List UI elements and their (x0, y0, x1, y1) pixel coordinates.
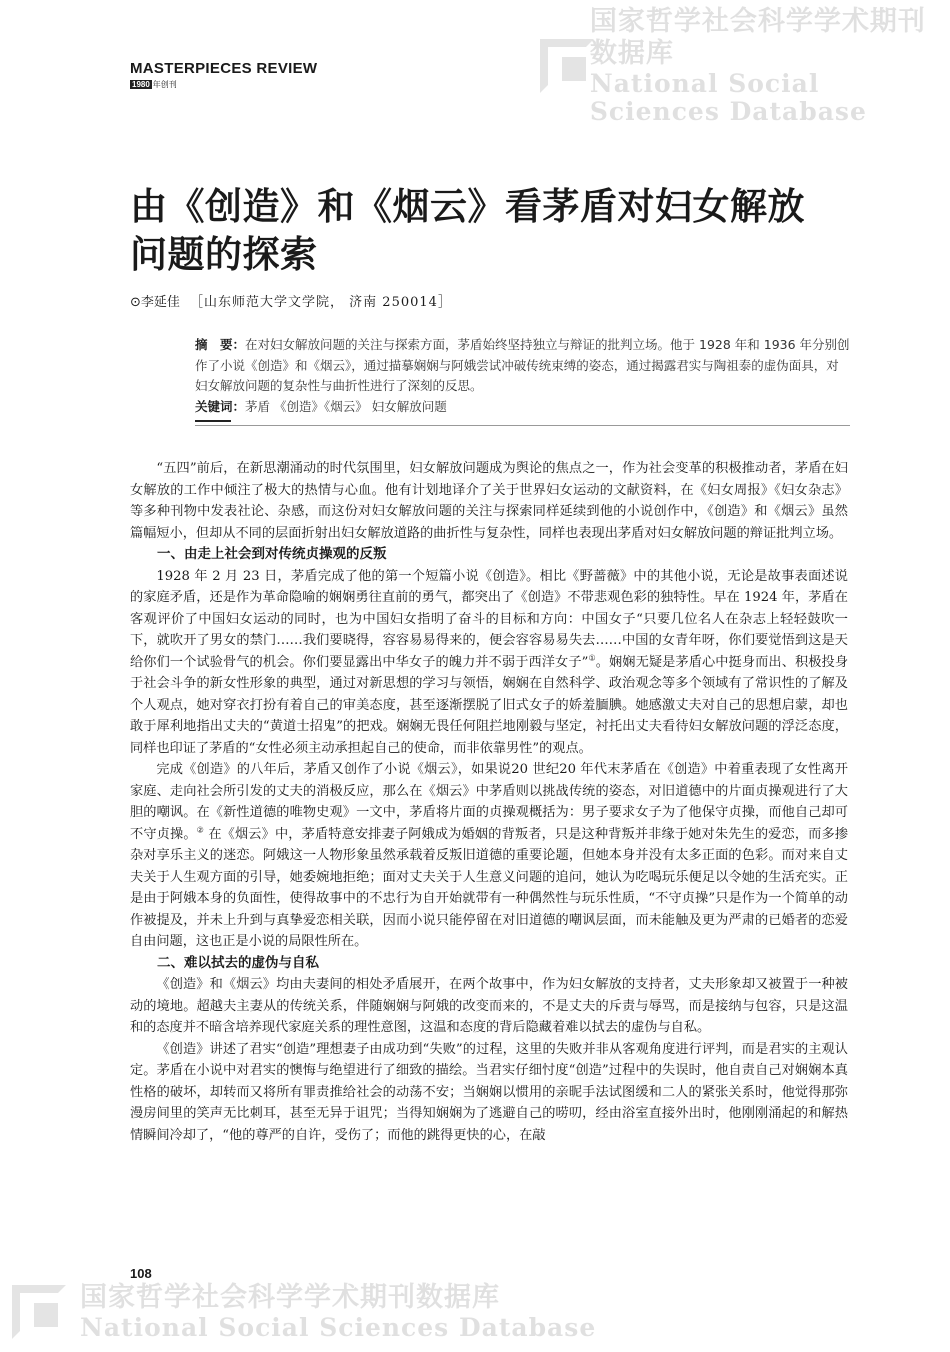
journal-founded (130, 79, 317, 90)
watermark-bottom (12, 1282, 596, 1342)
paragraph: 1928 年 2 月 23 日，茅盾完成了他的第一个短篇小说《创造》。相比《野蔷薇》中的其他小说，无论是故事表面述说的家庭矛盾，还是作为革命隐喻的娴娴勇往直前的勇气，都突出了《创造》不带悲观色彩的独特性。早在 1924 年，茅盾在客观评价了中国妇女运动的同时，也为中国妇女指明了奋斗的目标和方向：中国女子“只要几位名人在杂志上轻轻鼓吹一下，就吹开了男女的禁门……我们要晓得，容容易易得来的，便会容容易易失去……中国的女青年呀，你们要觉悟到这是天给你们一个试验骨气的机会。你们要显露出中华女子的魄力并不弱于西洋女子”①。娴娴无疑是茅盾心中挺身而出、积极投身于社会斗争的新女性形象的典型，通过对新思想的学习与领悟，娴娴在自然科学、政治观念等多个领域有了常识性的了解及个人观点，她对穿衣打扮有着自己的审美态度，甚至逐渐摆脱了旧式女子的娇羞腼腆。她感激丈夫对自己的思想启蒙，却也敢于犀利地指出丈夫的“黄道士招鬼”的把戏。娴娴无畏任何阻拦地刚毅与坚定，衬托出丈夫看待妇女解放问题的浮泛态度，同样也印证了茅盾的“女性必须主动承担起自己的使命，而非依靠男性”的观点。 (130, 568, 849, 756)
paragraph: 《创造》讲述了君实“创造”理想妻子由成功到“失败”的过程，这里的失败并非从客观角度进行评判，而是君实的主观认定。茅盾在小说中对君实的懊悔与绝望进行了细致的描绘。当君实仔细忖度“创造”过程中的失误时，他自责自己对娴娴本真性格的破坏，却转而又将所有罪责推给社会的动荡不安；当娴娴以惯用的亲昵手法试图缓和二人的紧张关系时，他觉得那弥漫房间里的笑声无比刺耳，甚至无异于诅咒；当得知娴娴为了逃避自己的唠叨，经由浴室直接外出时，他刚刚涌起的和解热情瞬间冷却了，“他的尊严的自许，受伤了；而他的跳得更快的心，在敲 (130, 1041, 848, 1143)
abstract-block (195, 335, 850, 417)
title-line-2: 问题的探索 (130, 233, 318, 276)
author-name: ⊙李延佳 (130, 295, 180, 310)
journal-header (130, 60, 317, 90)
keywords-text: 茅盾 《创造》《烟云》 妇女解放问题 (245, 398, 447, 414)
abstract-text: 在对妇女解放问题的关注与探索方面，茅盾始终坚持独立与辩证的批判立场。他于 1928 年和 1936 年分别创作了小说《创造》和《烟云》，通过描摹娴娴与阿娥尝试冲破传统束缚的姿态，通过揭露君实与陶祖泰的虚伪面具，对妇女解放问题的复杂性与曲折性进行了深刻的反思。 (195, 337, 850, 393)
author-line (130, 291, 452, 310)
keywords (195, 397, 850, 418)
keywords-label: 关键词： (195, 398, 246, 414)
watermark-cn: 国家哲学社会科学学术期刊数据库 (80, 1282, 500, 1313)
watermark-top (540, 6, 950, 126)
database-logo-icon (12, 1285, 72, 1339)
title-line-1: 由《创造》和《烟云》看茅盾对妇女解放 (130, 185, 805, 228)
paragraph: “五四”前后，在新思潮涌动的时代氛围里，妇女解放问题成为舆论的焦点之一，作为社会变革的积极推动者，茅盾在妇女解放的工作中倾注了极大的热情与心血。他有计划地译介了关于世界妇女运动的文献资料，在《妇女周报》《妇女杂志》等多种刊物中发表社论、杂感，而这份对妇女解放问题的关注与探索同样延续到他的小说创作中，《创造》和《烟云》虽然篇幅短小，但却从不同的层面折射出妇女解放道路的曲折性与复杂性，同样也表现出茅盾对妇女解放问题的辩证批判立场。 (130, 461, 848, 541)
abstract-label: 摘 要： (195, 337, 246, 352)
keywords-underline (195, 420, 231, 422)
watermark-en: National Social Sciences Database (589, 69, 867, 126)
article-body (130, 458, 848, 1146)
section-heading-1: 一、由走上社会到对传统贞操观的反叛 (157, 546, 387, 562)
watermark-cn: 国家哲学社会科学学术期刊数据库 (589, 6, 926, 69)
article-title (130, 183, 805, 279)
journal-founded-label: 年创刊 (152, 80, 177, 89)
page-number: 108 (130, 1266, 152, 1281)
footnote-ref: ① (588, 653, 596, 663)
author-affiliation: ［山东师范大学文学院， 济南 250014］ (190, 295, 452, 310)
paragraph: 完成《创造》的八年后，茅盾又创作了小说《烟云》，如果说20 世纪20 年代末茅盾在《创造》中着重表现了女性离开家庭、走向社会所引发的丈夫的消极反应，那么在《烟云》中茅盾则以挑战传统的姿态，对旧道德中的片面贞操观进行了大胆的嘲讽。在《新性道德的唯物史观》一文中，茅盾将片面的贞操观概括为：男子要求女子为了他保守贞操，而他自己却可不守贞操。② 在《烟云》中，茅盾特意安排妻子阿娥成为婚姻的背叛者，只是这种背叛并非缘于她对朱先生的爱恋，而多掺杂对享乐主义的迷恋。阿娥这一人物形象虽然承载着反叛旧道德的重要论题，但她本身并没有太多正面的色彩。而对来自丈夫关于人生观方面的引导，她委婉地拒绝；面对丈夫关于人生意义问题的追问，她认为吃喝玩乐便足以令她的生活充实。正是由于阿娥本身的负面性，使得故事中的不忠行为自开始就带有一种偶然性与玩乐性质，“不守贞操”只是作为一个简单的动作被提及，并未上升到与真挚爱恋相关联，因而小说只能停留在对旧道德的嘲讽层面，而未能触及更为严肃的已婚者的恋爱自由问题，这也正是小说的局限性所在。 (130, 762, 849, 949)
journal-name: MASTERPIECES REVIEW (130, 60, 318, 77)
database-logo-icon (540, 39, 582, 93)
footnote-ref: ② (196, 825, 204, 835)
watermark-en: National Social Sciences Database (80, 1313, 597, 1342)
abstract (195, 335, 850, 397)
abstract-divider (195, 425, 850, 426)
section-heading-2: 二、难以拭去的虚伪与自私 (157, 954, 319, 971)
paragraph: 《创造》和《烟云》均由夫妻间的相处矛盾展开，在两个故事中，作为妇女解放的支持者，丈夫形象却又被置于一种被动的境地。超越夫主妻从的传统关系，伴随娴娴与阿娥的改变而来的，不是丈夫的斥责与辱骂，而是接纳与包容，只是这温和的态度并不暗含培养现代家庭关系的理性意图，这温和态度的背后隐藏着难以拭去的虚伪与自私。 (130, 977, 848, 1035)
journal-year: 1980 (132, 80, 150, 89)
